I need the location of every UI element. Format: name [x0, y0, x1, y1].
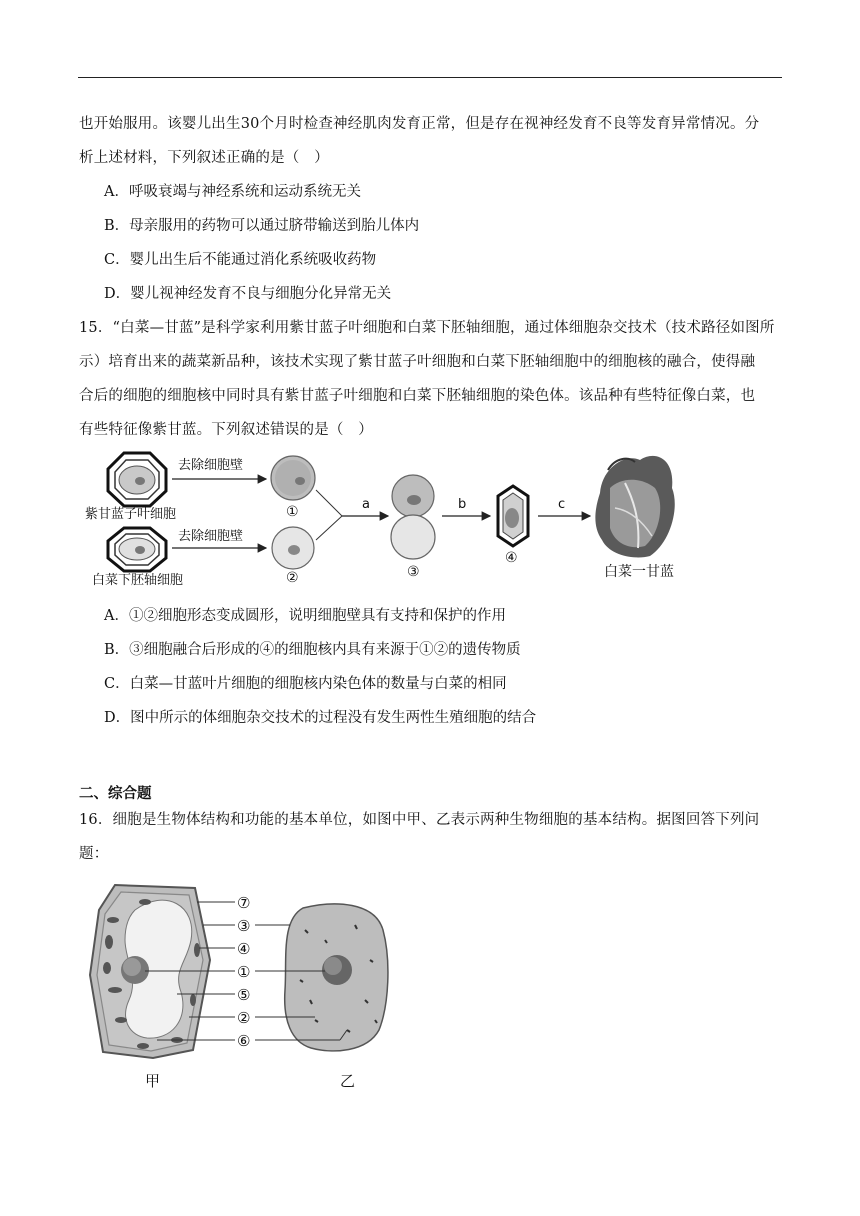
- arrow-top-label: 去除细胞壁: [178, 458, 244, 473]
- q14-option-a: A．呼吸衰竭与神经系统和运动系统无关: [104, 184, 361, 200]
- step-c: c: [558, 497, 566, 512]
- label-1: ①: [237, 963, 251, 981]
- hybrid-cell-4-icon: [498, 486, 528, 546]
- label-2: ②: [237, 1009, 251, 1027]
- cell-top-label: 紫甘蓝子叶细胞: [85, 507, 177, 522]
- label-7: ⑦: [237, 894, 251, 912]
- num-2: ②: [286, 570, 299, 586]
- q15-option-c: C．白菜—甘蓝叶片细胞的细胞核内染色体的数量与白菜的相同: [104, 676, 507, 692]
- fusing-cells-3-icon: [391, 475, 435, 559]
- label-5: ⑤: [237, 986, 251, 1004]
- cabbage-plant-icon: [595, 456, 674, 558]
- arrow-bottom-label: 去除细胞壁: [178, 529, 244, 544]
- q15-text-line2: 示）培育出来的蔬菜新品种，该技术实现了紫甘蓝子叶细胞和白菜下胚轴细胞中的细胞核的融合，使得融: [79, 354, 756, 370]
- q15-option-d: D．图中所示的体细胞杂交技术的过程没有发生两性生殖细胞的结合: [104, 710, 537, 726]
- num-3: ③: [407, 564, 420, 580]
- q15-text-line3: 合后的细胞的细胞核中同时具有紫甘蓝子叶细胞和白菜下胚轴细胞的染色体。该品种有些特征像白菜，也: [79, 388, 756, 404]
- q16-figure: [85, 880, 405, 1095]
- chinese-cabbage-cell-icon: [108, 528, 166, 571]
- q15-text-line1: 15．“白菜—甘蓝”是科学家利用紫甘蓝子叶细胞和白菜下胚轴细胞，通过体细胞杂交技术（技术路径如图所: [79, 320, 775, 336]
- animal-cell-icon: [285, 904, 388, 1051]
- section-title: 二、综合题: [79, 786, 152, 802]
- q15-text-line4: 有些特征像紫甘蓝。下列叙述错误的是（ ）: [79, 422, 373, 438]
- step-b: b: [458, 497, 467, 512]
- cell-b-label: 乙: [340, 1072, 356, 1090]
- purple-cabbage-cell-icon: [108, 453, 166, 506]
- q15-option-a: A．①②细胞形态变成圆形，说明细胞壁具有支持和保护的作用: [104, 608, 506, 624]
- protoplast-1-icon: [271, 456, 315, 500]
- label-3: ③: [237, 917, 251, 935]
- label-4: ④: [237, 940, 251, 958]
- step-a: a: [362, 497, 370, 512]
- merge-line-bottom: [316, 516, 342, 540]
- num-4: ④: [505, 550, 518, 566]
- header-rule: [78, 77, 782, 78]
- q14-option-b: B．母亲服用的药物可以通过脐带输送到胎儿体内: [104, 218, 420, 234]
- q14-option-d: D．婴儿视神经发育不良与细胞分化异常无关: [104, 286, 392, 302]
- q15-option-b: B．③细胞融合后形成的④的细胞核内具有来源于①②的遗传物质: [104, 642, 521, 658]
- q16-text-line2: 题：: [79, 846, 109, 862]
- num-1: ①: [286, 504, 299, 520]
- q14-text-line2: 析上述材料，下列叙述正确的是（ ）: [79, 150, 329, 166]
- protoplast-2-icon: [272, 527, 314, 569]
- merge-line-top: [316, 490, 342, 516]
- cell-bottom-label: 白菜下胚轴细胞: [92, 573, 184, 588]
- label-6: ⑥: [237, 1032, 251, 1050]
- label-column: [237, 894, 250, 1050]
- result-label: 白菜一甘蓝: [604, 564, 674, 580]
- q14-text-line1: 也开始服用。该婴儿出生30个月时检查神经肌肉发育正常，但是存在视神经发育不良等发育异常情况。分: [79, 116, 760, 132]
- q16-text-line1: 16．细胞是生物体结构和功能的基本单位，如图中甲、乙表示两种生物细胞的基本结构。据图回答下列问: [79, 812, 760, 828]
- q14-option-c: C．婴儿出生后不能通过消化系统吸收药物: [104, 252, 377, 268]
- q15-figure: [80, 448, 700, 593]
- cell-a-label: 甲: [145, 1072, 161, 1090]
